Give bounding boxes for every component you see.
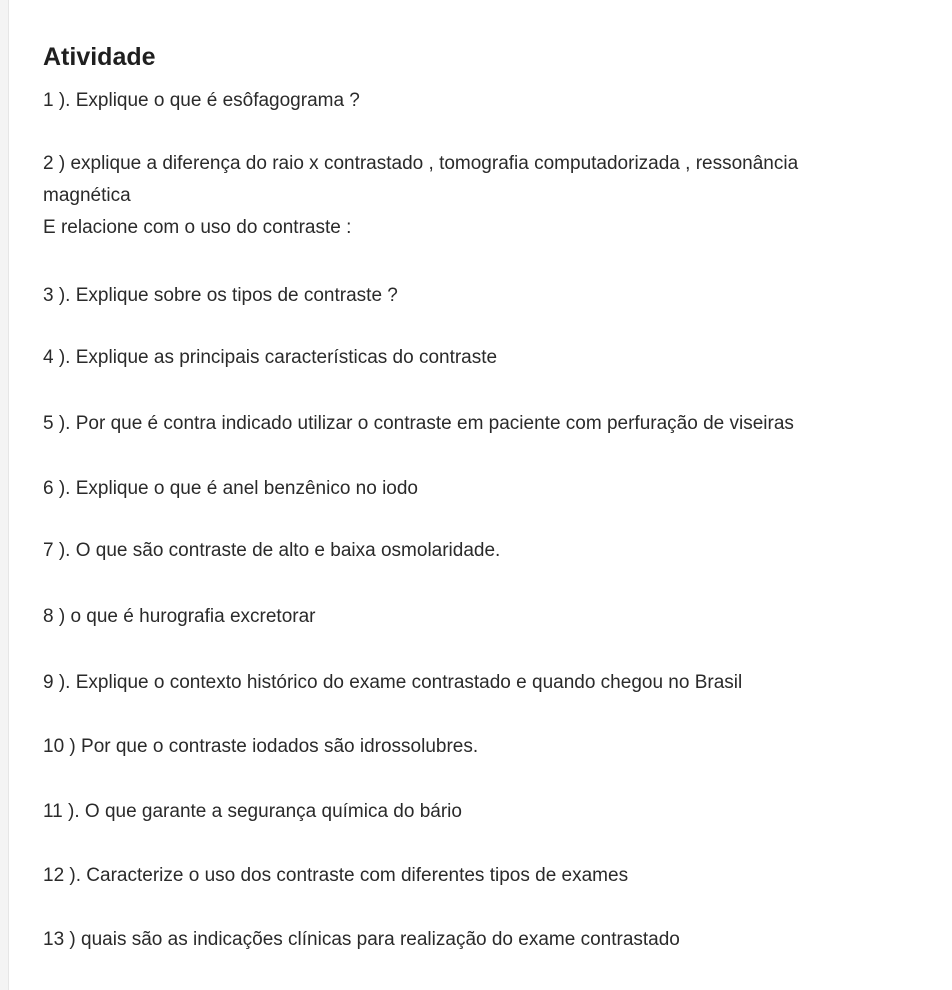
question-13: 13 ) quais são as indicações clínicas para realização do exame contrastado bbox=[43, 929, 680, 950]
question-7: 7 ). O que são contraste de alto e baixa osmolaridade. bbox=[43, 540, 501, 561]
question-8: 8 ) o que é hurografia excretorar bbox=[43, 606, 316, 627]
question-1: 1 ). Explique o que é esôfagograma ? bbox=[43, 90, 360, 111]
question-4: 4 ). Explique as principais características do contraste bbox=[43, 347, 498, 368]
question-5: 5 ). Por que é contra indicado utilizar o contraste em paciente com perfuração de viseiras bbox=[43, 413, 794, 434]
question-10: 10 ) Por que o contraste iodados são idrossolubres. bbox=[43, 736, 479, 757]
question-2-continuation: magnética bbox=[43, 185, 131, 206]
question-2: 2 ) explique a diferença do raio x contrastado , tomografia computadorizada , ressonância bbox=[43, 153, 799, 174]
question-9: 9 ). Explique o contexto histórico do exame contrastado e quando chegou no Brasil bbox=[43, 672, 743, 693]
question-2-followup: E relacione com o uso do contraste : bbox=[43, 217, 352, 238]
document-title: Atividade bbox=[43, 43, 156, 71]
question-6: 6 ). Explique o que é anel benzênico no iodo bbox=[43, 478, 418, 499]
page-left-edge bbox=[0, 0, 9, 990]
question-3: 3 ). Explique sobre os tipos de contraste ? bbox=[43, 285, 398, 306]
question-12: 12 ). Caracterize o uso dos contraste com diferentes tipos de exames bbox=[43, 865, 629, 886]
question-11: 11 ). O que garante a segurança química do bário bbox=[43, 801, 462, 822]
